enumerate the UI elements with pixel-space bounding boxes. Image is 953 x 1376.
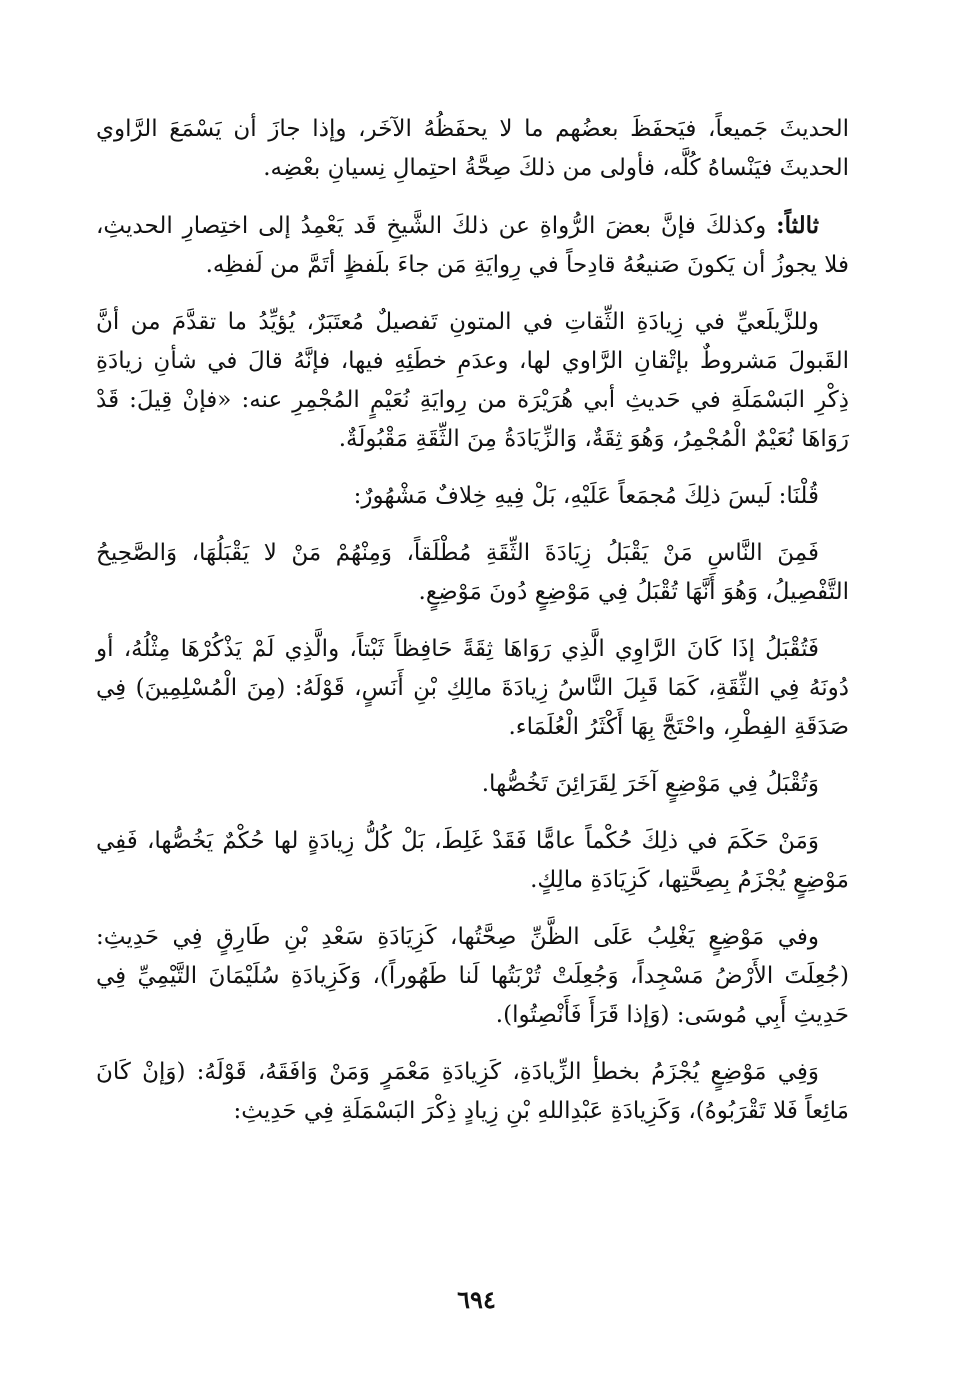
paragraph-9-text: وفي مَوْضِعٍ يَغْلِبُ عَلَى الظَّنِّ صِحَّتُها، كَزِيَادَةِ سَعْدِ بْنِ طَارِقٍ فِي حَدِيثِ: (جُعِلَتَ الأَرْضُ مَسْجِداً، وَجُعِلَتْ تُرْبَتُها لَنا طَهُوراً)، وَكَزِيادَةِ سُلَيْمَانَ التَّيْمِيِّ فِي حَدِيثِ أَبِي مُوسَى: (وَإذا قَرَأَ فَأَنْصِتُوا). [96,924,849,1028]
paragraph-6 [96,630,849,747]
paragraph-10-text: وَفِي مَوْضِعٍ يُجْزَمُ بخطأِ الزِّيادَةِ، كَزِيادَةِ مَعْمَرٍ وَمَنْ وَافَقَهُ، قَوْلَهُ: (وَإنْ كَانَ مَائِعاً فَلا تَقْرَبُوهُ)، وَكَزِيادَةِ عَبْدِاللهِ بْنِ زِيادٍ ذِكْرَ البَسْمَلَةِ فِي حَدِيثِ: [96,1059,849,1124]
paragraph-4-text: قُلْنَا: لَيسَ ذلِكَ مُجمَعاً عَلَيْهِ، بَلْ فِيهِ خِلافٌ مَشْهُورٌ: [353,483,819,509]
page-number: ٦٩٤ [457,1285,496,1314]
paragraph-8-text: وَمَنْ حَكَمَ في ذلِكَ حُكْماً عامًّا فَقَدْ غَلِطَ، بَلْ كُلُّ زِيادَةٍ لها حُكْمٌ يَخُصُّها، فَفِي مَوْضِعٍ يُجْزَمُ بِصِحَّتِها، كَزِيَادَةِ مالِكٍ. [96,828,849,893]
paragraph-6-text: فَتُقْبَلُ إذَا كَانَ الرَّاوِي الَّذِي رَوَاهَا ثِقَةً حَافِظاً ثَبْتاً، والَّذِي لَمْ يَذْكُرْهَا مِثْلُهُ، أو دُونَهُ فِي الثِّقَةِ، كَمَا قَبِلَ النَّاسُ زِيادَةَ مالِكِ بْنِ أَنَسٍ، قَوْلَهُ: (مِنَ الْمُسْلِمِينَ) فِي صَدَقَةِ الفِطْرِ، واحْتَجَّ بِهَا أَكْثَرُ الْعُلَمَاء. [96,636,849,740]
paragraph-7-text: وَتُقْبَلُ فِي مَوْضِعٍ آخَرَ لِقَرَائِنَ تَخُصُّها. [481,771,819,797]
paragraph-1 [96,110,849,188]
paragraph-2-text: وكذلكَ فإنَّ بعضَ الرُّواةِ عن ذلكَ الشَّيخِ قَد يَعْمِدُ إلى اختِصارِ الحديثِ، فلا يجوزُ أن يَكونَ صَنيعُهُ قادِحاً في رِوايَةِ مَن جاءَ بلَفظٍ أتَمَّ من لَفظِه. [96,213,849,278]
paragraph-2 [96,206,849,285]
paragraph-5 [96,534,849,612]
paragraph-4 [96,477,849,516]
paragraph-10 [96,1053,849,1131]
paragraph-3-text: وللزَّيلَعيِّ في زِيادَةِ الثِّقاتِ في المتونِ تَفصيلٌ مُعتَبَرٌ، يُؤيِّدُ ما تقدَّمَ من أنَّ القَبولَ مَشروطٌ بإتْقانِ الرَّاوي لها، وعدَمِ خطَئِهِ فيها، فإنَّهُ قالَ في شأنِ زيادَةِ ذِكْرِ البَسْمَلَةِ في حَديثِ أبي هُرَيْرَة من رِوايَةِ نُعَيْمٍ المُجْمِرِ عنه: «فإنْ قِيلَ: قَدْ رَوَاهَا نُعَيْمٌ الْمُجْمِرُ، وَهُوَ ثِقَةٌ، وَالزِّيَادَةُ مِنَ الثِّقَةِ مَقْبُولَةٌ. [96,309,849,452]
paragraph-8 [96,822,849,900]
paragraph-3 [96,303,849,459]
paragraph-2-lead: ثالثاً: [776,212,819,239]
paragraph-1-text: الحديثَ جَميعاً، فيَحفَظَ بعضُهم ما لا يحفَظُهُ الآخَر، وإذا جازَ أن يَسْمَعَ الرَّاوي الحديثَ فيَنْساهُ كُلَّه، فأولى من ذلكَ صِحَّةُ احتِمالِ نِسيانِ بعْضِه. [96,116,849,181]
paragraph-9 [96,918,849,1035]
paragraph-7 [96,765,849,804]
page-body-text [96,110,849,1149]
paragraph-5-text: فَمِنَ النَّاسِ مَنْ يَقْبَلُ زِيَادَةَ الثِّقَةِ مُطْلَقاً، وَمِنْهُمْ مَنْ لا يَقْبَلُهَا، وَالصَّحِيحُ التَّفْصِيلُ، وَهُوَ أَنَّهَا تُقْبَلُ فِي مَوْضِعٍ دُونَ مَوْضِعٍ. [96,540,849,605]
